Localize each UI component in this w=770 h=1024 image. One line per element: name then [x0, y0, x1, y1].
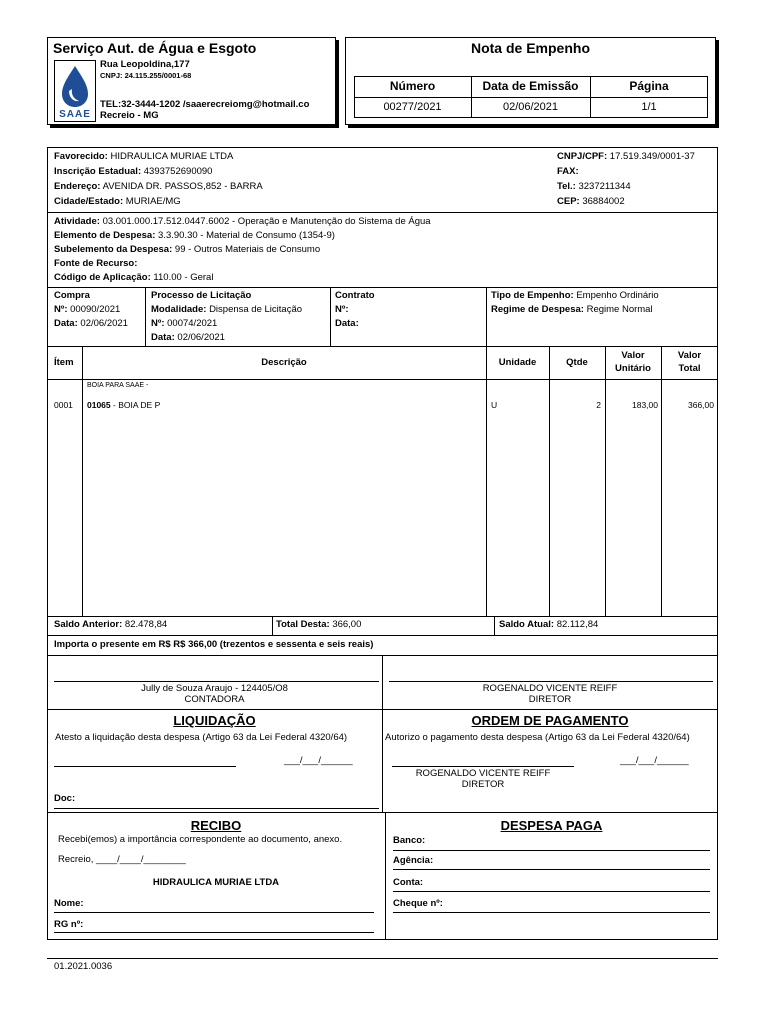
- ordem-nome: ROGENALDO VICENTE REIFF: [415, 768, 551, 779]
- pagina-value: 1/1: [641, 101, 657, 113]
- licitacao-modalidade: Modalidade: Dispensa de Licitação: [151, 304, 303, 315]
- header-qtde: Qtde: [566, 357, 588, 368]
- footer-code: 01.2021.0036: [54, 961, 113, 972]
- agencia-label: Agência:: [393, 855, 434, 866]
- row-valor-total: 366,00: [688, 400, 714, 410]
- regime-despesa: Regime de Despesa: Regime Normal: [491, 304, 653, 315]
- atividade: Atividade: 03.001.000.17.512.0447.6002 - Operação e Manutenção do Sistema de Água: [54, 216, 431, 227]
- data-emissao-value: 02/06/2021: [502, 101, 559, 113]
- endereco: Endereço: AVENIDA DR. PASSOS,852 - BARRA: [54, 181, 263, 192]
- banco-label: Banco:: [393, 835, 426, 846]
- recibo-nome-line: [54, 912, 374, 913]
- recibo-rg-label: RG nº:: [54, 919, 84, 930]
- despesa-paga-title: DESPESA PAGA: [500, 818, 603, 833]
- diretor-signature-line: [389, 681, 713, 682]
- banco-line: [393, 850, 710, 851]
- header-unidade: Unidade: [498, 357, 537, 368]
- contrato-numero: Nº:: [335, 304, 349, 315]
- ordem-signature-line: [392, 766, 574, 767]
- header-valor-total-1: Valor: [677, 350, 702, 361]
- row-item: 0001: [54, 400, 73, 410]
- row-qtde: 2: [596, 400, 601, 410]
- diretor-nome: ROGENALDO VICENTE REIFF: [482, 683, 618, 694]
- numero-label: Número: [389, 79, 436, 93]
- header-item: Ítem: [54, 357, 74, 368]
- licitacao-title: Processo de Licitação: [151, 290, 252, 301]
- recibo-rg-line: [54, 932, 374, 933]
- agencia-line: [393, 869, 710, 870]
- cidade-estado: Cidade/Estado: MURIAE/MG: [54, 196, 181, 207]
- fonte-recurso: Fonte de Recurso:: [54, 258, 138, 269]
- licitacao-data: Data: 02/06/2021: [151, 332, 225, 343]
- pagina-label: Página: [629, 79, 669, 93]
- header-valor-unitario-1: Valor: [621, 350, 645, 361]
- ordem-cargo: DIRETOR: [461, 779, 505, 790]
- ordem-text: Autorizo o pagamento desta despesa (Artigo 63 da Lei Federal 4320/64): [385, 732, 690, 743]
- compra-title: Compra: [54, 290, 90, 301]
- nota-title: Nota de Empenho: [470, 40, 590, 56]
- liquidacao-title: LIQUIDAÇÃO: [173, 713, 256, 728]
- cheque-label: Cheque nº:: [393, 898, 443, 909]
- recibo-text: Recebi(emos) a importância correspondente ao documento, anexo.: [58, 834, 343, 845]
- liquidacao-signature-line: [54, 766, 236, 767]
- org-city: Recreio - MG: [100, 110, 159, 121]
- liquidacao-text: Atesto a liquidação desta despesa (Artigo 63 da Lei Federal 4320/64): [55, 732, 348, 743]
- contadora-cargo: CONTADORA: [184, 694, 245, 705]
- contadora-nome: Jully de Souza Araujo - 124405/O8: [141, 683, 288, 694]
- org-name: Serviço Aut. de Água e Esgoto: [53, 40, 257, 56]
- header-valor-total-2: Total: [678, 363, 701, 374]
- row-valor-unitario: 183,00: [632, 400, 658, 410]
- fax: FAX:: [557, 166, 579, 177]
- telefone: Tel.: 3237211344: [557, 181, 631, 192]
- licitacao-numero: Nº: 00074/2021: [151, 318, 218, 329]
- total-desta: Total Desta: 366,00: [276, 619, 362, 630]
- ordem-title: ORDEM DE PAGAMENTO: [471, 713, 629, 728]
- logo-text: SAAE: [59, 108, 91, 120]
- contadora-signature-line: [54, 681, 379, 682]
- conta-label: Conta:: [393, 877, 424, 888]
- org-contact: TEL:32-3444-1202 /saaerecreiomg@hotmail.co: [100, 99, 310, 110]
- saae-logo: [54, 60, 96, 122]
- recibo-title: RECIBO: [190, 818, 242, 833]
- cnpj-cpf: CNPJ/CPF: 17.519.349/0001-37: [557, 151, 695, 162]
- cheque-line: [393, 912, 710, 913]
- org-cnpj: CNPJ: 24.115.255/0001-68: [100, 71, 192, 80]
- conta-line: [393, 891, 710, 892]
- header-descricao: Descrição: [261, 357, 307, 368]
- saldo-anterior: Saldo Anterior: 82.478,84: [54, 619, 168, 630]
- liquidacao-date: ___/___/______: [284, 755, 353, 766]
- recibo-nome-label: Nome:: [54, 898, 84, 909]
- recibo-recreio: Recreio, ____/____/________: [58, 854, 186, 865]
- inscricao-estadual: Inscrição Estadual: 4393752690090: [54, 166, 213, 177]
- row-descricao: 01065 - BOIA DE P: [87, 400, 161, 410]
- subelemento-despesa: Subelemento da Despesa: 99 - Outros Materiais de Consumo: [54, 244, 321, 255]
- codigo-aplicacao: Código de Aplicação: 110.00 - Geral: [54, 272, 214, 283]
- tipo-empenho: Tipo de Empenho: Empenho Ordinário: [491, 290, 659, 301]
- importa-text: Importa o presente em R$ R$ 366,00 (trezentos e sessenta e seis reais): [54, 639, 374, 650]
- header-valor-unitario-2: Unitário: [615, 363, 651, 374]
- numero-value: 00277/2021: [383, 101, 442, 113]
- contrato-data: Data:: [335, 318, 359, 329]
- doc-line: [54, 808, 379, 809]
- doc-label: Doc:: [54, 793, 76, 804]
- contrato-title: Contrato: [335, 290, 375, 301]
- favorecido: Favorecido: HIDRAULICA MURIAE LTDA: [54, 151, 234, 162]
- ordem-date: ___/___/______: [620, 755, 689, 766]
- saldo-atual: Saldo Atual: 82.112,84: [499, 619, 599, 630]
- cep: CEP: 36884002: [557, 196, 625, 207]
- data-emissao-label: Data de Emissão: [482, 79, 579, 93]
- compra-data: Data: 02/06/2021: [54, 318, 128, 329]
- org-address: Rua Leopoldina,177: [100, 59, 190, 70]
- recibo-empresa: HIDRAULICA MURIAE LTDA: [152, 877, 280, 888]
- item-note: BOIA PARA SAAE -: [87, 382, 149, 389]
- compra-numero: Nº: 00090/2021: [54, 304, 121, 315]
- footer-rule: [47, 958, 718, 959]
- row-unidade: U: [491, 400, 498, 410]
- diretor-cargo: DIRETOR: [528, 694, 572, 705]
- elemento-despesa: Elemento de Despesa: 3.3.90.30 - Material de Consumo (1354-9): [54, 230, 335, 241]
